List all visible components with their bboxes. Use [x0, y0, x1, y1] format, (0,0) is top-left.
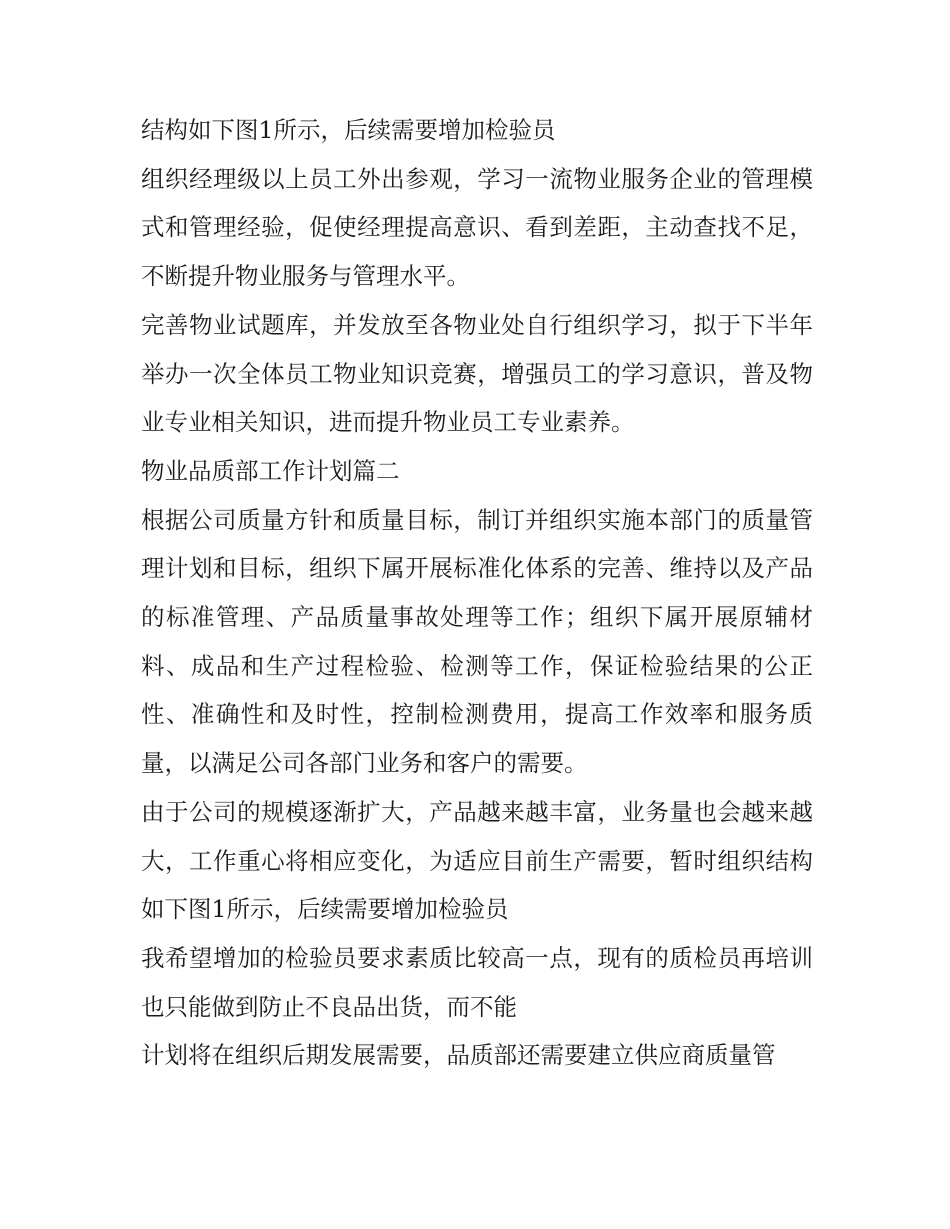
document-body: [141, 106, 813, 1080]
paragraph-4: 根据公司质量方针和质量目标，制订并组织实施本部门的质量管理计划和目标，组织下属开展标准化体系的完善、维持以及产品的标准管理、产品质量事故处理等工作；组织下属开展原辅材料、成品和生产过程检验、检测等工作，保证检验结果的公正性、准确性和及时性，控制检测费用，提高工作效率和服务质量，以满足公司各部门业务和客户的需要。: [141, 505, 813, 778]
paragraph-2: 组织经理级以上员工外出参观，学习一流物业服务企业的管理模式和管理经验，促使经理提高意识、看到差距，主动查找不足，不断提升物业服务与管理水平。: [141, 164, 813, 291]
paragraph-7: 计划将在组织后期发展需要，品质部还需要建立供应商质量管: [141, 1041, 776, 1070]
paragraph-3: 完善物业试题库，并发放至各物业处自行组织学习，拟于下半年举办一次全体员工物业知识竞赛，增强员工的学习意识，普及物业专业相关知识，进而提升物业员工专业素养。: [141, 310, 813, 437]
paragraph-5: 由于公司的规模逐渐扩大，产品越来越丰富，业务量也会越来越大，工作重心将相应变化，为适应目前生产需要，暂时组织结构如下图1所示，后续需要增加检验员: [141, 797, 813, 924]
paragraph-1: 结构如下图1所示，后续需要增加检验员: [141, 116, 556, 144]
section-heading: 物业品质部工作计划篇二: [141, 456, 400, 485]
paragraph-6: 我希望增加的检验员要求素质比较高一点，现有的质检员再培训也只能做到防止不良品出货，而不能: [141, 943, 813, 1021]
